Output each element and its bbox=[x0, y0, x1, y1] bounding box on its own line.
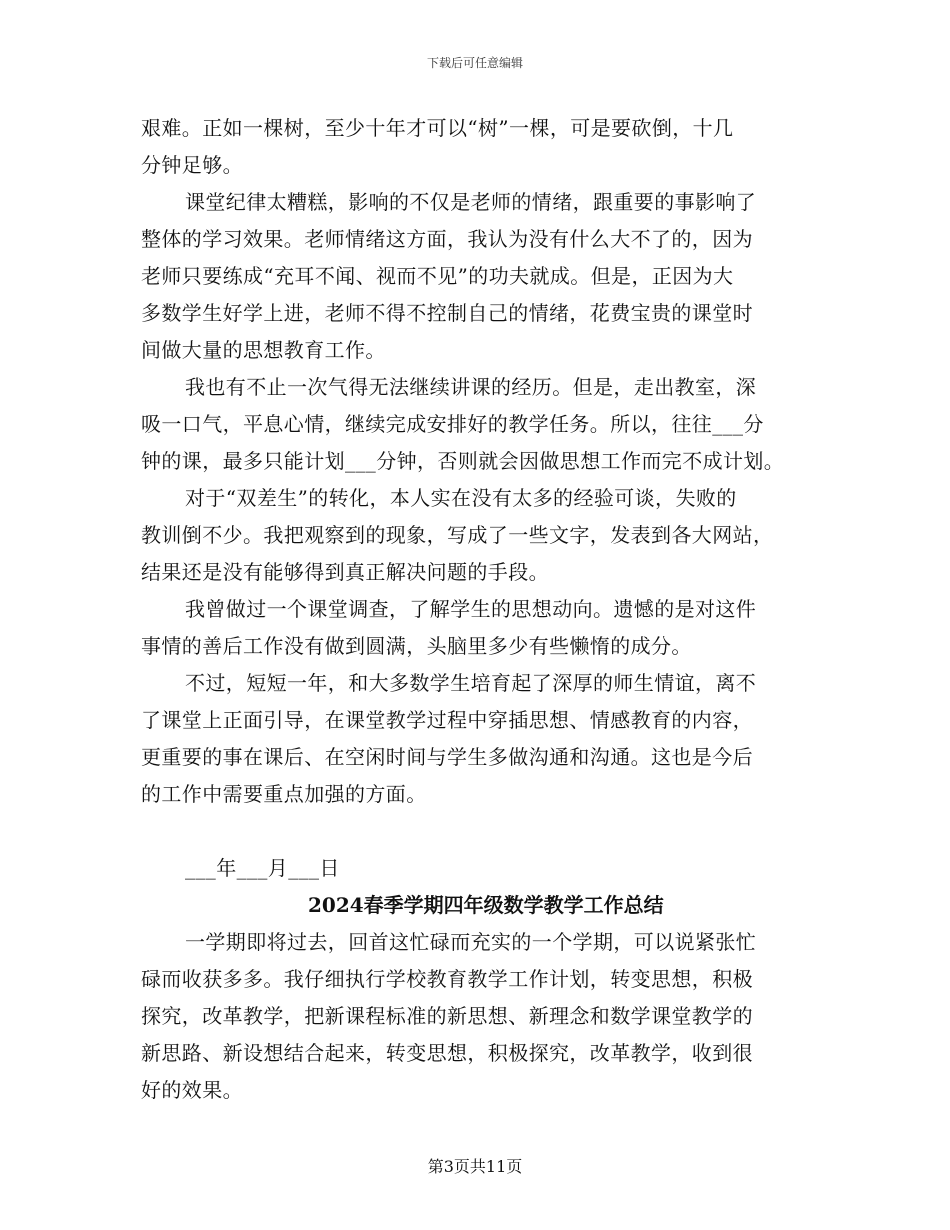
paragraph-start-line: 我也有不止一次气得无法继续讲课的经历。但是，走出教室，深 bbox=[185, 375, 757, 399]
document-body bbox=[141, 110, 821, 1109]
body-line: 好的效果。 bbox=[141, 1078, 243, 1102]
body-line: 更重要的事在课后、在空闲时间与学生多做沟通和沟通。这也是今后 bbox=[141, 745, 753, 769]
section-title: 2024春季学期四年级数学教学工作总结 bbox=[308, 893, 664, 917]
body-line: 整体的学习效果。老师情绪这方面，我认为没有什么大不了的，因为 bbox=[141, 227, 753, 251]
body-line: 新思路、新设想结合起来，转变思想，积极探究，改革教学，收到很 bbox=[141, 1041, 753, 1065]
paragraph-start-line: 课堂纪律太糟糕，影响的不仅是老师的情绪，跟重要的事影响了 bbox=[185, 190, 757, 214]
paragraph-start-line: 不过，短短一年，和大多数学生培育起了深厚的师生情谊，离不 bbox=[185, 671, 757, 695]
body-line: 了课堂上正面引导，在课堂教学过程中穿插思想、情感教育的内容， bbox=[141, 708, 753, 732]
body-line: 探究，改革教学，把新课程标准的新思想、新理念和数学课堂教学的 bbox=[141, 1004, 753, 1028]
body-line: 间做大量的思想教育工作。 bbox=[141, 338, 386, 362]
body-line: 多数学生好学上进，老师不得不控制自己的情绪，花费宝贵的课堂时 bbox=[141, 301, 753, 325]
body-line: 的工作中需要重点加强的方面。 bbox=[141, 782, 427, 806]
body-line: 分钟足够。 bbox=[141, 153, 243, 177]
page-number: 第3页共11页 bbox=[427, 1157, 523, 1176]
body-line: 钟的课，最多只能计划___分钟，否则就会因做思想工作而完不成计划。 bbox=[141, 449, 785, 473]
paragraph-start-line: 一学期即将过去，回首这忙碌而充实的一个学期，可以说紧张忙 bbox=[185, 930, 757, 954]
paragraph-start-line: 我曾做过一个课堂调查，了解学生的思想动向。遗憾的是对这件 bbox=[185, 597, 757, 621]
body-line: 艰难。正如一棵树，至少十年才可以“树”一棵，可是要砍倒，十几 bbox=[141, 116, 734, 140]
body-line: 事情的善后工作没有做到圆满，头脑里多少有些懒惰的成分。 bbox=[141, 634, 692, 658]
date-line: ___年___月___日 bbox=[185, 856, 340, 880]
body-line: 结果还是没有能够得到真正解决问题的手段。 bbox=[141, 560, 549, 584]
body-line: 吸一口气，平息心情，继续完成安排好的教学任务。所以，往往___分 bbox=[141, 412, 764, 436]
page-header: 下载后可任意编辑 bbox=[426, 56, 523, 70]
body-line: 碌而收获多多。我仔细执行学校教育教学工作计划，转变思想，积极 bbox=[141, 967, 753, 991]
body-line: 教训倒不少。我把观察到的现象，写成了一些文字，发表到各大网站， bbox=[141, 523, 774, 547]
paragraph-start-line: 对于“双差生”的转化，本人实在没有太多的经验可谈，失败的 bbox=[185, 486, 737, 510]
body-line: 老师只要练成“充耳不闻、视而不见”的功夫就成。但是，正因为大 bbox=[141, 264, 734, 288]
